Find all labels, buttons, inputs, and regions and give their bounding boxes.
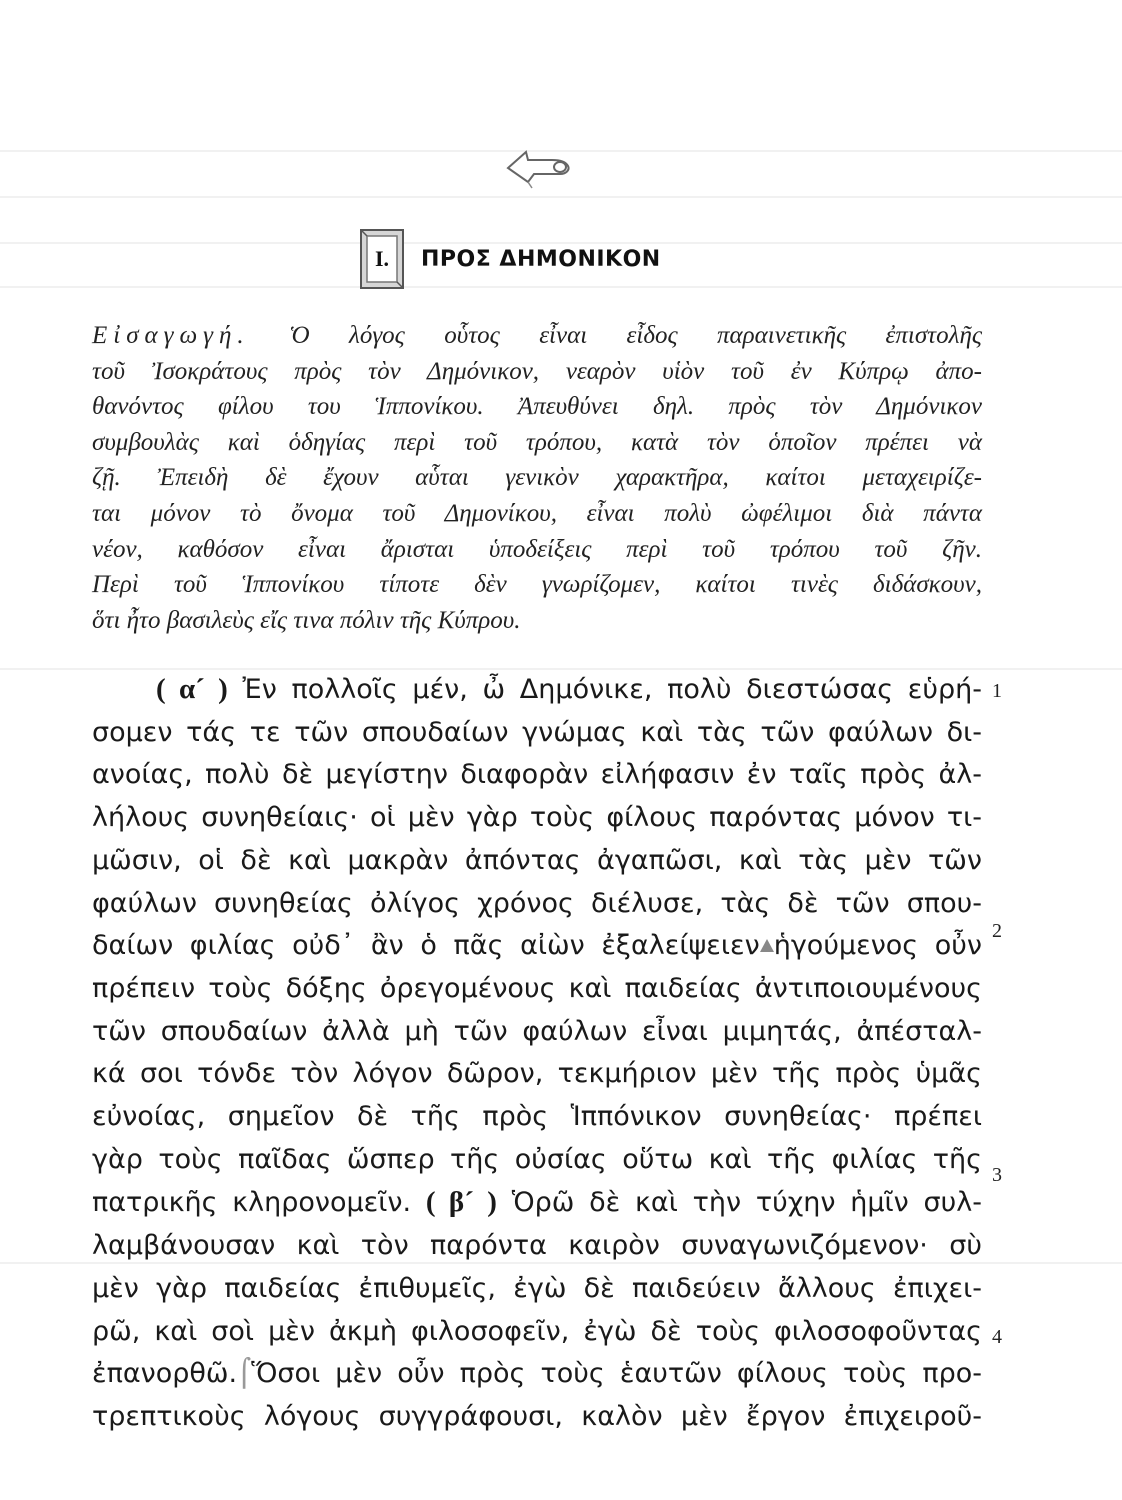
text-line: τρεπτικοὺς λόγους συγγράφουσι, καλὸν μὲν ἔργον ἐπιχειροῦ-: [92, 1400, 982, 1432]
chapter-heading: [357, 224, 661, 294]
intro-line: ὅτι ἦτο βασιλεὺς εἴς τινα πόλιν τῆς Κύπρου.: [92, 606, 521, 634]
text-line: ρῶ, καὶ σοὶ μὲν ἀκμὴ φιλοσοφεῖν, ἐγὼ δὲ τοὺς φιλοσοφοῦντας: [92, 1315, 982, 1347]
intro-line: ται μόνον τὸ ὄνομα τοῦ Δημονίκου, εἶναι πολὺ ὠφέλιμοι διὰ πάντα: [92, 499, 982, 527]
main-text: [92, 668, 982, 1439]
text-line: εὐνοίας, σημεῖον δὲ τῆς πρὸς Ἱππόνικον συνηθείας· πρέπει: [92, 1101, 982, 1133]
text-line: ἐπανορθῶ.⌠Ὅσοι μὲν οὖν πρὸς τοὺς ἑαυτῶν φίλους τοὺς προ-: [92, 1358, 982, 1390]
intro-line: θανόντος φίλου του Ἱππονίκου. Ἀπευθύνει δηλ. πρὸς τὸν Δημόνικον: [92, 393, 982, 421]
text-line: πατρικῆς κληρονομεῖν. ( β´ ) Ὁρῶ δὲ καὶ τὴν τύχην ἡμῖν συλ-: [92, 1186, 982, 1219]
intro-line: Περὶ τοῦ Ἱππονίκου τίποτε δὲν γνωρίζομεν, καίτοι τινὲς διδάσκουν,: [92, 571, 982, 599]
margin-number: 3: [992, 1164, 1002, 1186]
text-line: γὰρ τοὺς παῖδας ὥσπερ τῆς οὐσίας οὕτω καὶ τῆς φιλίας τῆς: [92, 1143, 982, 1175]
chapter-numeral: I.: [374, 246, 390, 271]
pencil-mark: ⌠: [237, 1358, 252, 1390]
text-line: φαύλων συνηθείας ὀλίγος χρόνος διέλυσε, τὰς δὲ τῶν σπου-: [92, 887, 982, 919]
text-line: σομεν τάς τε τῶν σπουδαίων γνώμας καὶ τὰς τῶν φαύλων δι-: [92, 716, 982, 748]
text-line: πρέπειν τοὺς δόξης ὀρεγομένους καὶ παιδείας ἀντιποιουμένους: [92, 972, 982, 1004]
page-title: ΠΡΟΣ ΔΗΜΟΝΙΚΟΝ: [421, 246, 661, 272]
section-marker-b: ( β´ ): [425, 1186, 497, 1219]
margin-number: 2: [992, 920, 1002, 942]
introduction-paragraph: [92, 318, 982, 638]
bleed-through-line: [0, 196, 1122, 198]
text-line: δαίων φιλίας οὐδ᾽ ἂν ὁ πᾶς αἰὼν ἐξαλείψειεν ἡγούμενος οὖν: [92, 930, 983, 962]
pointing-hand-icon: [504, 146, 574, 190]
text-line: λαμβάνουσαν καὶ τὸν παρόντα καιρὸν συναγωνιζόμενον· σὺ: [92, 1230, 982, 1262]
intro-line: συμβουλὰς καὶ ὁδηγίας περὶ τοῦ τρόπου, κατὰ τὸν ὁποῖον πρέπει νὰ: [92, 428, 982, 456]
intro-line: νέον, καθόσον εἶναι ἄρισται ὑποδείξεις περὶ τοῦ τρόπου τοῦ ζῆν.: [92, 535, 982, 563]
margin-number: 1: [992, 680, 1002, 702]
chapter-number-box: [357, 226, 407, 292]
intro-line: ζῇ. Ἐπειδὴ δὲ ἔχουν αὗται γενικὸν χαρακτῆρα, καίτοι μεταχειρίζε-: [92, 464, 982, 492]
text-line: μῶσιν, οἱ δὲ καὶ μακρὰν ἀπόντας ἀγαπῶσι, καὶ τὰς μὲν τῶν: [92, 844, 982, 876]
text-line: κά σοι τόνδε τὸν λόγον δῶρον, τεκμήριον μὲν τῆς πρὸς ὑμᾶς: [92, 1058, 982, 1090]
section-marker-a: ( α´ ): [156, 673, 228, 705]
intro-line: Εἰσαγωγή. Ὁ λόγος οὗτος εἶναι εἶδος παραινετικῆς ἐπιστολῆς: [92, 322, 982, 349]
text-line: ( α´ ) Ἐν πολλοῖς μέν, ὦ Δημόνικε, πολὺ διεστώσας εὑρή-: [156, 673, 982, 705]
text-line: ανοίας, πολὺ δὲ μεγίστην διαφορὰν εἰλήφασιν ἐν ταῖς πρὸς ἀλ-: [92, 759, 982, 791]
triangle-mark-icon: [760, 939, 774, 952]
text-line: τῶν σπουδαίων ἀλλὰ μὴ τῶν φαύλων εἶναι μιμητάς, ἀπέσταλ-: [92, 1015, 982, 1047]
text-line: λήλους συνηθείαις· οἱ μὲν γὰρ τοὺς φίλους παρόντας μόνον τι-: [92, 802, 982, 834]
text-line: μὲν γὰρ παιδείας ἐπιθυμεῖς, ἐγὼ δὲ παιδεύειν ἄλλους ἐπιχει-: [92, 1272, 982, 1304]
intro-label: Εἰσαγωγή.: [92, 322, 250, 349]
intro-line: τοῦ Ἰσοκράτους πρὸς τὸν Δημόνικον, νεαρὸν υἱὸν τοῦ ἐν Κύπρῳ ἀπο-: [92, 357, 982, 385]
margin-number: 4: [992, 1326, 1002, 1348]
